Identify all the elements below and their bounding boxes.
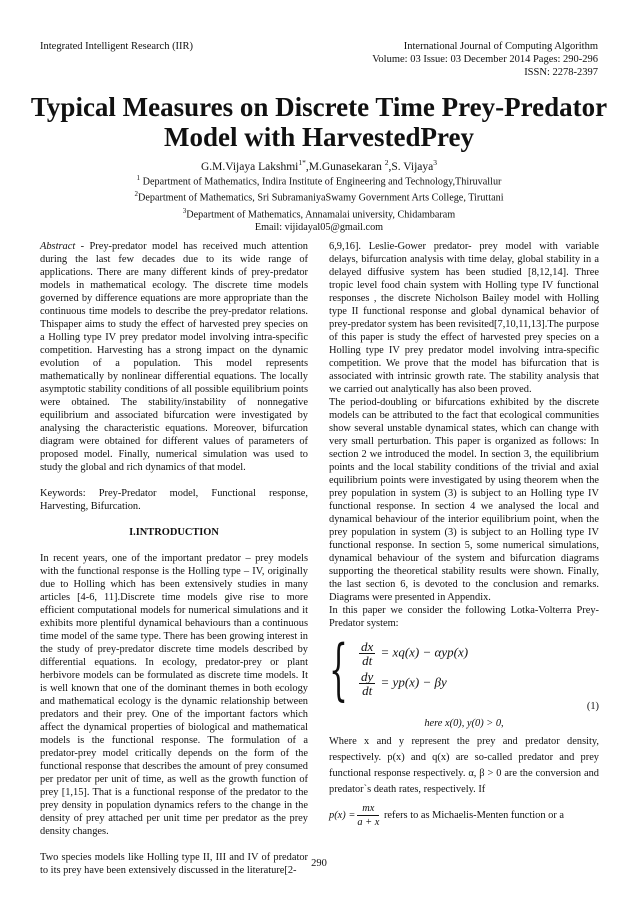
- equation-system: [329, 631, 599, 708]
- aff-1-text: Department of Mathematics, Indira Institute of Engineering and Technology,Thiruvallur: [140, 176, 502, 188]
- keywords: Keywords: Prey-Predator model, Functional response, Harvesting, Bifurcation.: [40, 488, 308, 512]
- brace: {: [329, 631, 348, 708]
- equation-number: (1): [586, 701, 599, 712]
- aff-2-mark: 2: [134, 190, 138, 199]
- section-heading-introduction: I.INTRODUCTION: [129, 527, 219, 538]
- left-column: [40, 240, 308, 877]
- equation-1-rhs: = xq(x) − αyp(x): [380, 644, 469, 660]
- aff-1-mark: 1: [136, 174, 141, 182]
- fraction-dx-dt: [359, 640, 375, 667]
- fraction-dy-dt: [359, 670, 375, 697]
- paper-title: [30, 92, 608, 152]
- frac-num: dx: [361, 639, 374, 654]
- aff-2-text: Department of Mathematics, Sri SubramaniyaSwamy Government Arts College, Tiruttani: [137, 192, 504, 204]
- title-line-2: Model with HarvestedPrey: [164, 122, 474, 152]
- intro-paragraph-1: In recent years, one of the important predator – prey models with the functional response is the Holling type – IV, originally due to Holling which has been extensively studies in many articles [4-6, 11].Discrete time models give rise to more efficient computational models for numerical simulations and it exhibits more plentiful dynamical behaviours than a continuous time model of the same type. There has been growing interest in the study of prey-predator discrete time models described by differential equations. In ecology, predator-prey or plant herbivore models can be formulated as discrete time models. It is well known that one of the dominant themes in both ecology and mathematical ecology is the dynamic relationship between predators and their prey. One of the important factors which affect the dynamical properties of biological and mathematical models is the functional response. The formulation of a predator-prey model critically depends on the form of the functional response that describes the amount of prey consumed per predator per unit of time, as well as the growth function of prey [1,15]. That is a functional response of the predator to the prey density in population dynamics refers to the change in the density of prey attached per unit time per predator as the prey density changes.: [40, 553, 308, 837]
- journal-info: [372, 40, 598, 79]
- journal-issn: ISSN: 2278-2397: [524, 67, 598, 78]
- journal-volume: Volume: 03 Issue: 03 December 2014 Pages: 290-296: [372, 54, 598, 65]
- abstract: [40, 240, 308, 474]
- equation-line-2: [357, 670, 447, 697]
- abstract-label: Abstract: [40, 241, 76, 252]
- right-paragraph-3: In this paper we consider the following Lotka-Volterra Prey-Predator system:: [329, 605, 599, 629]
- right-column: [329, 240, 599, 829]
- author-2-mark: 2: [384, 158, 389, 167]
- right-paragraph-4: Where x and y represent the prey and predator density, respectively. p(x) and q(x) are so-called predator and prey functional response respectively. α, β > 0 are the conversion and predator`s death rates, respectively. If: [329, 736, 599, 795]
- initial-condition: here x(0), y(0) > 0,: [424, 718, 504, 729]
- author-3-mark: 3: [433, 158, 438, 167]
- right-paragraph-5: [329, 802, 599, 829]
- author-3: ,S. Vijaya: [388, 160, 434, 173]
- right-paragraph-2: The period-doubling or bifurcations exhibited by the discrete models can be attributed to the fact that ecological communities show several unstable dynamical states, which can change with very small perturbation. This paper is organized as follows: In section 2 we introduced the model. In section 3, the equilibrium points and the local stability conditions of the trivial and axial equilibrium points were investigated by using theorem when the prey population in system (3) is subject to an Holling type IV functional response. In section 4 we analysed the local and dynamical behaviour of the interior equilibrium point, when the prey population in system (3) is subject to an Holling type IV functional response. In section 5, some numerical simulations, dynamical behaviour of the system and bifurcation diagrams supporting the theoretical stability results were shown. Finally, the last section 6, is devoted to the conclusion and remarks. Diagrams were presented in Appendix.: [329, 397, 599, 603]
- author-2: ,M.Gunasekaran: [305, 160, 385, 173]
- page-number: 290: [311, 858, 327, 869]
- journal-name: International Journal of Computing Algorithm: [403, 41, 598, 52]
- equation-2-rhs: = yp(x) − βy: [380, 674, 447, 690]
- aff-3-mark: 3: [182, 206, 187, 215]
- affiliation-2: [40, 188, 598, 204]
- aff-3-text: Department of Mathematics, Annamalai university, Chidambaram: [186, 209, 456, 221]
- intro-paragraph-2: Two species models like Holling type II, III and IV of predator to its prey have been extensively discussed in the literature[2-: [40, 852, 308, 876]
- title-line-1: Typical Measures on Discrete Time Prey-Predator: [30, 92, 608, 122]
- frac-den: dt: [362, 683, 373, 698]
- p-of-x: p(x) =: [329, 809, 356, 821]
- affiliation-1: [40, 172, 598, 188]
- frac-den: dt: [362, 653, 373, 668]
- journal-publisher: Integrated Intelligent Research (IIR): [40, 41, 194, 52]
- affiliations: [40, 172, 598, 234]
- right-paragraph-1: 6,9,16]. Leslie-Gower predator- prey model with variable delays, bifurcation analysis with time delay, global stability in a delayed diffusive system has been studied [8,12,14]. Three tropic level food chain system with Holling type IV functional responses , the discrete Nicholson Bailey model with Holling type II functional response and global dynamical behavior of prey-predator system has been revisited[7,10,11,13].The purpose of this paper is study the effect of harvested prey species on a Holling type IV prey predator model involving intra-specific competition. We prove that the model has bifurcation that is associated with intrinsic growth rate. The stability analysis that we carried out analytically has also been proved.: [329, 241, 599, 395]
- author-1-mark: 1*: [298, 158, 306, 167]
- fraction-mx-ax: [357, 802, 379, 829]
- frac-num: dy: [361, 669, 374, 684]
- michaelis-text: refers to as Michaelis-Menten function or a: [381, 809, 564, 821]
- frac-num: mx: [357, 802, 379, 816]
- author-email: Email: vijidayal05@gmail.com: [254, 222, 384, 234]
- frac-den: a + x: [357, 817, 380, 828]
- affiliation-3: [40, 205, 598, 221]
- abstract-text: - Prey-predator model has received much attention during the last few decades due to its wide range of applications. There are many different kinds of prey-predator models in mathematical ecology. The discrete time models governed by difference equations are more appropriate than the continuous time models to describe the prey-predator relations. Thispaper aims to study the effect of harvested prey species on a Holling type IV prey predator model involving intra-specific competition. Harvesting has a strong impact on the dynamic evolution of a population. This model represents mathematically by nonlinear differential equations. The locally asymptotic stability conditions of all possible equilibrium points were obtained. The stability/instability of nonnegative equilibrium and associated bifurcation were investigated by analysing the characteristic equations. Moreover, bifurcation diagram were obtained for different values of parameters of proposed model. Finally, numerical simulation was used to study the global and rich dynamics of that model.: [40, 241, 308, 473]
- equation-line-1: [357, 640, 468, 667]
- author-1: G.M.Vijaya Lakshmi: [200, 160, 299, 173]
